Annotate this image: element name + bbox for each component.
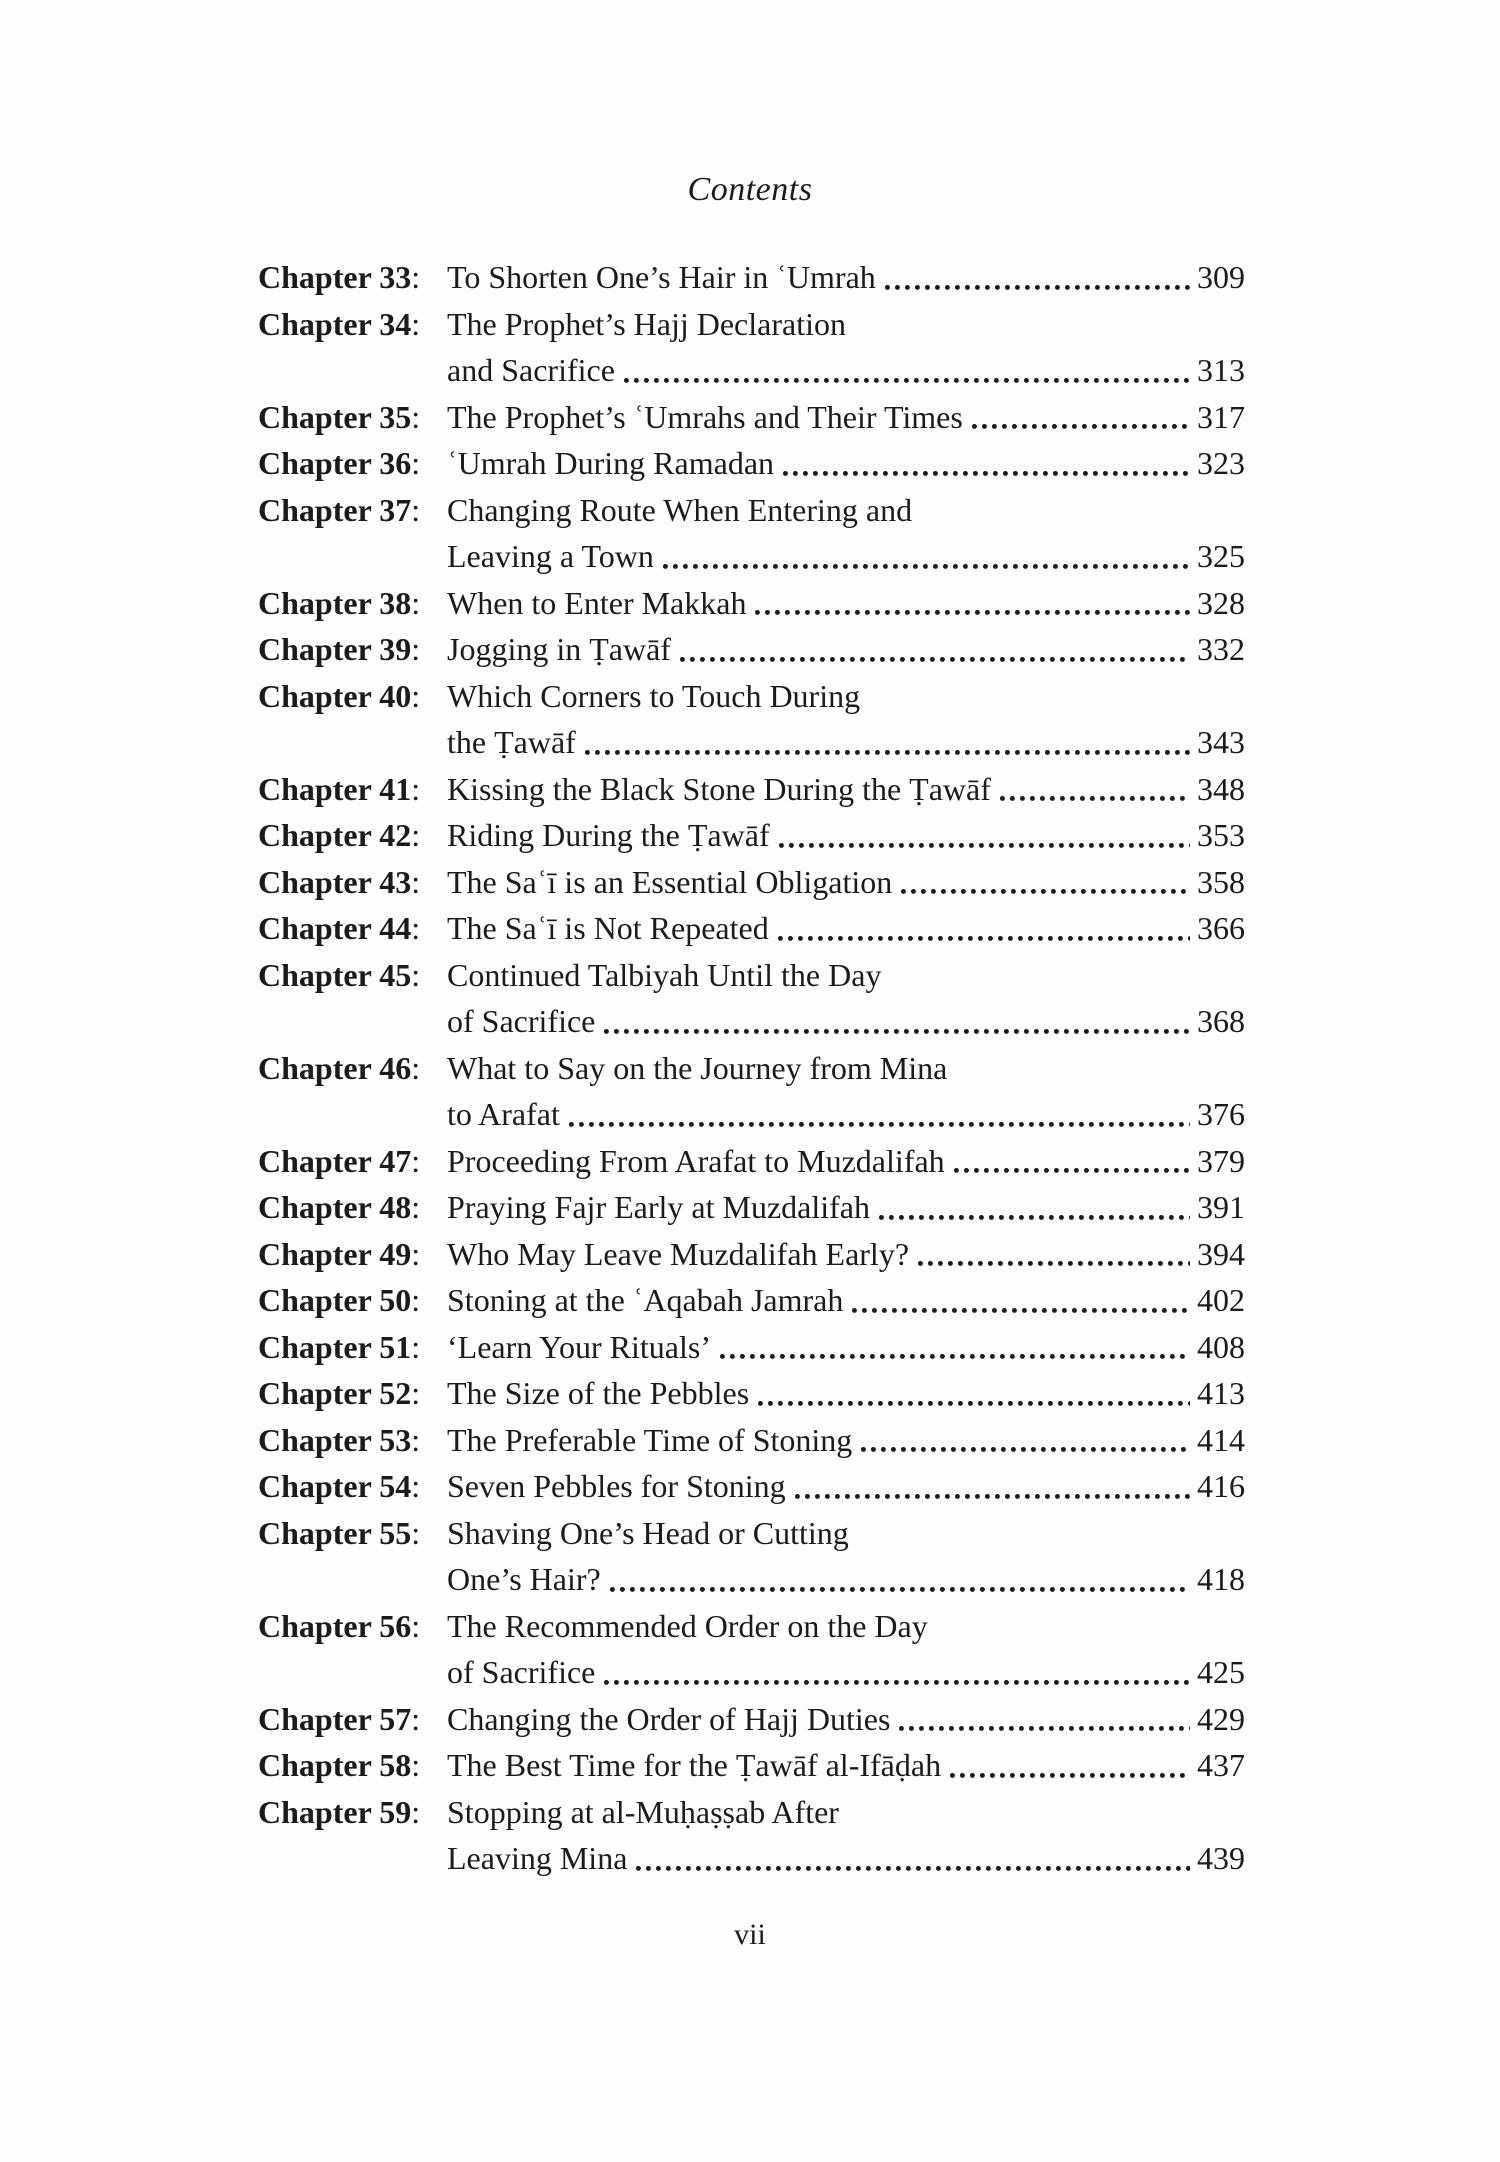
toc-entry bbox=[258, 859, 1245, 906]
entry-lines bbox=[447, 626, 1245, 673]
chapter-colon: : bbox=[411, 1049, 421, 1086]
entry-lines bbox=[447, 487, 1245, 580]
chapter-label-group bbox=[258, 1742, 447, 1789]
toc-line bbox=[447, 1463, 1245, 1510]
toc-line bbox=[447, 1324, 1245, 1371]
toc-entry bbox=[258, 440, 1245, 487]
toc-line bbox=[447, 719, 1245, 766]
entry-lines bbox=[447, 812, 1245, 859]
entry-title-text: The Prophet’s ʿUmrahs and Their Times bbox=[447, 398, 963, 435]
entry-title-text: To Shorten One’s Hair in ʿUmrah bbox=[447, 259, 876, 295]
entry-title-text: The Recommended Order on the Day bbox=[447, 1607, 928, 1644]
toc-entry bbox=[258, 1463, 1245, 1510]
toc-line bbox=[447, 1277, 1245, 1324]
chapter-label: Chapter 44 bbox=[258, 910, 412, 946]
page-title: Contents bbox=[687, 171, 813, 208]
chapter-label: Chapter 36 bbox=[258, 445, 412, 481]
chapter-label-group bbox=[258, 1603, 447, 1650]
entry-page-number: 394 bbox=[1197, 1235, 1245, 1272]
dot-leader bbox=[885, 285, 1190, 290]
chapter-colon: : bbox=[411, 956, 421, 993]
entry-lines bbox=[447, 952, 1245, 1045]
entry-lines bbox=[447, 301, 1245, 394]
toc-line bbox=[447, 301, 1245, 348]
toc-entry bbox=[258, 812, 1245, 859]
dot-leader bbox=[778, 936, 1190, 941]
entry-page-number: 414 bbox=[1197, 1421, 1245, 1458]
chapter-label-group bbox=[258, 1045, 447, 1092]
toc-line bbox=[447, 952, 1245, 999]
chapter-colon: : bbox=[411, 1607, 421, 1644]
toc-line bbox=[447, 859, 1245, 906]
entry-lines bbox=[447, 1789, 1245, 1882]
entry-title-text: Who May Leave Muzdalifah Early? bbox=[447, 1235, 910, 1272]
chapter-colon: : bbox=[411, 1514, 421, 1551]
toc-line bbox=[447, 1510, 1245, 1557]
dot-leader bbox=[779, 843, 1190, 848]
toc-line bbox=[447, 626, 1245, 673]
chapter-label-group bbox=[258, 440, 447, 487]
chapter-colon: : bbox=[411, 1282, 421, 1318]
chapter-label: Chapter 54 bbox=[258, 1468, 412, 1504]
chapter-label-group bbox=[258, 859, 447, 906]
entry-page-number: 379 bbox=[1197, 1142, 1245, 1179]
chapter-label-group bbox=[258, 766, 447, 813]
entry-page-number: 413 bbox=[1197, 1375, 1245, 1411]
toc-entry bbox=[258, 1696, 1245, 1743]
chapter-label-group bbox=[258, 1696, 447, 1743]
toc-line bbox=[447, 1231, 1245, 1278]
entry-title-text: Which Corners to Touch During bbox=[447, 677, 861, 714]
toc-entry bbox=[258, 1277, 1245, 1324]
toc-line bbox=[447, 1696, 1245, 1743]
entry-title-text: Jogging in Ṭawāf bbox=[447, 631, 671, 667]
chapter-label-group bbox=[258, 254, 447, 301]
entry-page-number: 313 bbox=[1197, 352, 1245, 388]
dot-leader bbox=[972, 424, 1190, 429]
dot-leader bbox=[783, 471, 1190, 476]
entry-page-number: 439 bbox=[1197, 1840, 1245, 1876]
toc-entry bbox=[258, 626, 1245, 673]
toc-line bbox=[447, 1742, 1245, 1789]
toc-line bbox=[447, 1184, 1245, 1231]
toc-line bbox=[447, 1556, 1245, 1603]
entry-page-number: 376 bbox=[1197, 1096, 1245, 1132]
entry-title-text: Continued Talbiyah Until the Day bbox=[447, 956, 882, 993]
chapter-colon: : bbox=[411, 1793, 421, 1830]
entry-page-number: 418 bbox=[1197, 1561, 1245, 1597]
entry-lines bbox=[447, 254, 1245, 301]
chapter-label: Chapter 51 bbox=[258, 1328, 412, 1365]
entry-lines bbox=[447, 1277, 1245, 1324]
toc-line bbox=[447, 812, 1245, 859]
entry-lines bbox=[447, 1603, 1245, 1696]
toc-entry bbox=[258, 580, 1245, 627]
dot-leader bbox=[624, 378, 1190, 383]
toc-line bbox=[447, 1417, 1245, 1464]
entry-page-number: 416 bbox=[1197, 1468, 1245, 1504]
entry-page-number: 343 bbox=[1197, 724, 1245, 760]
chapter-colon: : bbox=[411, 1468, 421, 1504]
chapter-label-group bbox=[258, 1789, 447, 1836]
dot-leader bbox=[610, 1587, 1190, 1592]
chapter-label-group bbox=[258, 1138, 447, 1185]
toc-line bbox=[447, 440, 1245, 487]
entry-title-text: The Saʿī is Not Repeated bbox=[447, 910, 769, 946]
entry-title-text: Leaving a Town bbox=[447, 538, 654, 574]
toc-line bbox=[447, 905, 1245, 952]
entry-title-text: Stoning at the ʿAqabah Jamrah bbox=[447, 1282, 844, 1318]
entry-title-text: Riding During the Ṭawāf bbox=[447, 817, 770, 853]
toc-entry bbox=[258, 301, 1245, 394]
toc-line bbox=[447, 1045, 1245, 1092]
toc-entry bbox=[258, 254, 1245, 301]
dot-leader bbox=[1000, 796, 1190, 801]
chapter-label: Chapter 53 bbox=[258, 1421, 412, 1458]
chapter-label: Chapter 52 bbox=[258, 1375, 412, 1411]
toc-line bbox=[447, 673, 1245, 720]
chapter-label-group bbox=[258, 673, 447, 720]
entry-title-text: Praying Fajr Early at Muzdalifah bbox=[447, 1189, 870, 1225]
chapter-label: Chapter 37 bbox=[258, 491, 412, 528]
chapter-label: Chapter 47 bbox=[258, 1142, 412, 1179]
toc-line bbox=[447, 766, 1245, 813]
chapter-colon: : bbox=[411, 584, 421, 621]
entry-title-text: The Preferable Time of Stoning bbox=[447, 1421, 853, 1458]
dot-leader bbox=[755, 610, 1190, 615]
chapter-label-group bbox=[258, 1417, 447, 1464]
toc-entry bbox=[258, 1742, 1245, 1789]
chapter-colon: : bbox=[411, 1747, 421, 1783]
toc-line bbox=[447, 254, 1245, 301]
toc-entry bbox=[258, 1603, 1245, 1696]
entry-page-number: 358 bbox=[1197, 863, 1245, 900]
chapter-colon: : bbox=[411, 770, 421, 807]
toc-entry bbox=[258, 1324, 1245, 1371]
entry-page-number: 366 bbox=[1197, 910, 1245, 946]
entry-lines bbox=[447, 1696, 1245, 1743]
toc-entry bbox=[258, 1370, 1245, 1417]
chapter-colon: : bbox=[411, 398, 421, 435]
toc-entry bbox=[258, 1184, 1245, 1231]
entry-lines bbox=[447, 673, 1245, 766]
entry-page-number: 317 bbox=[1197, 398, 1245, 435]
chapter-label: Chapter 39 bbox=[258, 631, 412, 667]
toc-entry bbox=[258, 1789, 1245, 1882]
entry-title-text: The Size of the Pebbles bbox=[447, 1375, 750, 1411]
chapter-label-group bbox=[258, 1463, 447, 1510]
chapter-label-group bbox=[258, 1324, 447, 1371]
entry-lines bbox=[447, 1417, 1245, 1464]
toc-entry bbox=[258, 1231, 1245, 1278]
chapter-colon: : bbox=[411, 259, 421, 295]
entry-title-text: One’s Hair? bbox=[447, 1561, 601, 1597]
chapter-label: Chapter 41 bbox=[258, 770, 412, 807]
entry-lines bbox=[447, 1138, 1245, 1185]
toc-line bbox=[447, 1091, 1245, 1138]
entry-page-number: 328 bbox=[1197, 584, 1245, 621]
chapter-label-group bbox=[258, 487, 447, 534]
chapter-label: Chapter 50 bbox=[258, 1282, 412, 1318]
toc-list bbox=[0, 254, 1500, 1882]
chapter-label-group bbox=[258, 1370, 447, 1417]
dot-leader bbox=[918, 1261, 1190, 1266]
chapter-label: Chapter 45 bbox=[258, 956, 412, 993]
chapter-colon: : bbox=[411, 1421, 421, 1458]
dot-leader bbox=[879, 1215, 1190, 1220]
entry-title-text: Proceeding From Arafat to Muzdalifah bbox=[447, 1142, 945, 1179]
toc-entry bbox=[258, 905, 1245, 952]
toc-line bbox=[447, 1789, 1245, 1836]
chapter-label: Chapter 43 bbox=[258, 863, 412, 900]
entry-title-text: and Sacrifice bbox=[447, 352, 615, 388]
toc-line bbox=[447, 533, 1245, 580]
entry-title-text: Leaving Mina bbox=[447, 1840, 628, 1876]
entry-lines bbox=[447, 440, 1245, 487]
entry-title-text: Shaving One’s Head or Cutting bbox=[447, 1514, 849, 1551]
toc-entry bbox=[258, 1417, 1245, 1464]
entry-lines bbox=[447, 1184, 1245, 1231]
entry-title-text: of Sacrifice bbox=[447, 1003, 596, 1039]
toc-entry bbox=[258, 1510, 1245, 1603]
entry-lines bbox=[447, 1045, 1245, 1138]
entry-lines bbox=[447, 1231, 1245, 1278]
chapter-label: Chapter 57 bbox=[258, 1700, 412, 1737]
chapter-label-group bbox=[258, 1277, 447, 1324]
chapter-colon: : bbox=[411, 677, 421, 714]
chapter-colon: : bbox=[411, 445, 421, 481]
page-number-footer: vii bbox=[734, 1917, 766, 1951]
chapter-label-group bbox=[258, 394, 447, 441]
dot-leader bbox=[720, 1354, 1190, 1359]
toc-line bbox=[447, 1370, 1245, 1417]
dot-leader bbox=[954, 1168, 1190, 1173]
chapter-label: Chapter 56 bbox=[258, 1607, 412, 1644]
entry-title-text: of Sacrifice bbox=[447, 1654, 596, 1690]
chapter-label-group bbox=[258, 1231, 447, 1278]
entry-lines bbox=[447, 394, 1245, 441]
dot-leader bbox=[795, 1494, 1190, 1499]
chapter-label: Chapter 33 bbox=[258, 259, 412, 295]
chapter-label-group bbox=[258, 1510, 447, 1557]
entry-lines bbox=[447, 766, 1245, 813]
entry-page-number: 408 bbox=[1197, 1328, 1245, 1365]
dot-leader bbox=[758, 1401, 1190, 1406]
toc-line bbox=[447, 347, 1245, 394]
entry-title-text: Changing Route When Entering and bbox=[447, 491, 913, 528]
dot-leader bbox=[899, 1726, 1190, 1731]
chapter-label: Chapter 35 bbox=[258, 398, 412, 435]
toc-entry bbox=[258, 766, 1245, 813]
dot-leader bbox=[861, 1447, 1190, 1452]
dot-leader bbox=[569, 1122, 1190, 1127]
entry-page-number: 309 bbox=[1197, 259, 1245, 295]
entry-title-text: Seven Pebbles for Stoning bbox=[447, 1468, 786, 1504]
chapter-colon: : bbox=[411, 1189, 421, 1225]
entry-page-number: 332 bbox=[1197, 631, 1245, 667]
chapter-label: Chapter 40 bbox=[258, 677, 412, 714]
entry-page-number: 391 bbox=[1197, 1189, 1245, 1225]
chapter-colon: : bbox=[411, 305, 421, 342]
dot-leader bbox=[585, 750, 1190, 755]
chapter-label: Chapter 38 bbox=[258, 584, 412, 621]
chapter-label: Chapter 59 bbox=[258, 1793, 412, 1830]
dot-leader bbox=[604, 1680, 1190, 1685]
entry-title-text: The Saʿī is an Essential Obligation bbox=[447, 863, 893, 900]
chapter-label: Chapter 42 bbox=[258, 817, 412, 853]
entry-title-text: Stopping at al-Muḥaṣṣab After bbox=[447, 1793, 839, 1830]
toc-entry bbox=[258, 673, 1245, 766]
chapter-colon: : bbox=[411, 1375, 421, 1411]
entry-lines bbox=[447, 1370, 1245, 1417]
dot-leader bbox=[604, 1029, 1190, 1034]
entry-title-text: Kissing the Black Stone During the Ṭawāf bbox=[447, 770, 991, 807]
dot-leader bbox=[852, 1308, 1190, 1313]
toc-line bbox=[447, 394, 1245, 441]
toc-entry bbox=[258, 952, 1245, 1045]
entry-title-text: When to Enter Makkah bbox=[447, 584, 747, 621]
chapter-colon: : bbox=[411, 863, 421, 900]
chapter-label-group bbox=[258, 301, 447, 348]
toc-line bbox=[447, 1649, 1245, 1696]
chapter-label-group bbox=[258, 952, 447, 999]
entry-title-text: The Prophet’s Hajj Declaration bbox=[447, 305, 846, 342]
chapter-colon: : bbox=[411, 491, 421, 528]
entry-page-number: 325 bbox=[1197, 538, 1245, 574]
dot-leader bbox=[950, 1773, 1190, 1778]
dot-leader bbox=[636, 1866, 1190, 1871]
entry-title-text: The Best Time for the Ṭawāf al-Ifāḍah bbox=[447, 1747, 942, 1783]
chapter-colon: : bbox=[411, 631, 421, 667]
entry-title-text: ʿUmrah During Ramadan bbox=[447, 445, 775, 481]
entry-page-number: 402 bbox=[1197, 1282, 1245, 1318]
chapter-colon: : bbox=[411, 817, 421, 853]
entry-lines bbox=[447, 580, 1245, 627]
toc-line bbox=[447, 1603, 1245, 1650]
toc-line bbox=[447, 487, 1245, 534]
dot-leader bbox=[680, 657, 1190, 662]
toc-entry bbox=[258, 394, 1245, 441]
entry-lines bbox=[447, 1510, 1245, 1603]
entry-page-number: 353 bbox=[1197, 817, 1245, 853]
chapter-label: Chapter 49 bbox=[258, 1235, 412, 1272]
toc-entry bbox=[258, 487, 1245, 580]
chapter-label: Chapter 48 bbox=[258, 1189, 412, 1225]
chapter-label-group bbox=[258, 1184, 447, 1231]
entry-page-number: 348 bbox=[1197, 770, 1245, 807]
entry-lines bbox=[447, 1324, 1245, 1371]
entry-title-text: the Ṭawāf bbox=[447, 724, 576, 760]
chapter-colon: : bbox=[411, 910, 421, 946]
entry-lines bbox=[447, 859, 1245, 906]
chapter-label: Chapter 46 bbox=[258, 1049, 412, 1086]
entry-page-number: 429 bbox=[1197, 1700, 1245, 1737]
chapter-colon: : bbox=[411, 1328, 421, 1365]
toc-line bbox=[447, 580, 1245, 627]
dot-leader bbox=[663, 564, 1190, 569]
chapter-label-group bbox=[258, 626, 447, 673]
entry-page-number: 368 bbox=[1197, 1003, 1245, 1039]
entry-page-number: 323 bbox=[1197, 445, 1245, 481]
chapter-colon: : bbox=[411, 1235, 421, 1272]
entry-page-number: 437 bbox=[1197, 1747, 1245, 1783]
entry-title-text: What to Say on the Journey from Mina bbox=[447, 1049, 948, 1086]
entry-lines bbox=[447, 1463, 1245, 1510]
entry-title-text: to Arafat bbox=[447, 1096, 560, 1132]
entry-title-text: Changing the Order of Hajj Duties bbox=[447, 1700, 891, 1737]
toc-entry bbox=[258, 1138, 1245, 1185]
chapter-label: Chapter 58 bbox=[258, 1747, 412, 1783]
chapter-label: Chapter 34 bbox=[258, 305, 412, 342]
toc-entry bbox=[258, 1045, 1245, 1138]
entry-title-text: ‘Learn Your Rituals’ bbox=[447, 1328, 711, 1365]
toc-line bbox=[447, 1138, 1245, 1185]
chapter-label-group bbox=[258, 812, 447, 859]
dot-leader bbox=[901, 889, 1190, 894]
entry-lines bbox=[447, 1742, 1245, 1789]
chapter-label-group bbox=[258, 905, 447, 952]
chapter-label: Chapter 55 bbox=[258, 1514, 412, 1551]
chapter-colon: : bbox=[411, 1700, 421, 1737]
chapter-label-group bbox=[258, 580, 447, 627]
chapter-colon: : bbox=[411, 1142, 421, 1179]
entry-lines bbox=[447, 905, 1245, 952]
toc-line bbox=[447, 998, 1245, 1045]
entry-page-number: 425 bbox=[1197, 1654, 1245, 1690]
toc-line bbox=[447, 1835, 1245, 1882]
